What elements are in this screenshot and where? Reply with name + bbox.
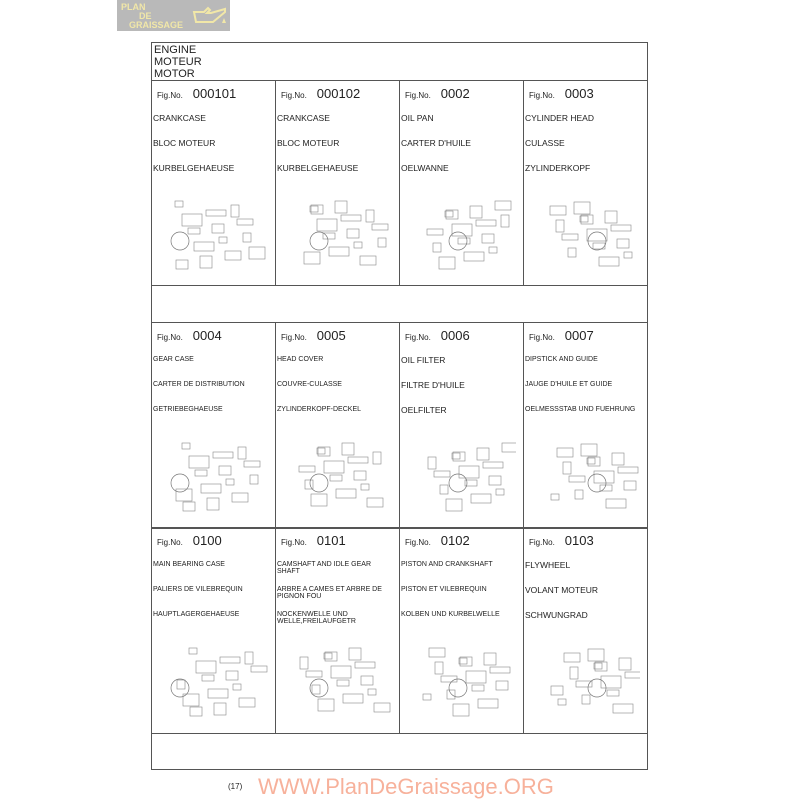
exploded-view-illustration — [408, 186, 516, 276]
part-title: CAMSHAFT AND IDLE GEAR SHAFT — [277, 561, 372, 575]
part-title: HAUPTLAGERGEHAEUSE — [153, 611, 240, 618]
figure-row — [152, 81, 647, 286]
part-title: GEAR CASE — [153, 356, 194, 363]
part-title: DIPSTICK AND GUIDE — [525, 356, 598, 363]
fig-number: Fig.No. 0103 — [529, 533, 594, 548]
page-number: (17) — [228, 782, 243, 791]
figure-cell-0002[interactable] — [400, 81, 524, 285]
part-title: FILTRE D'HUILE — [401, 380, 465, 390]
part-title: COUVRE-CULASSE — [277, 381, 342, 388]
fig-number: Fig.No. 0004 — [157, 328, 222, 343]
parts-index-sheet — [151, 42, 648, 770]
part-title: KURBELGEHAEUSE — [277, 163, 359, 173]
exploded-view-illustration — [284, 186, 392, 276]
part-title: CYLINDER HEAD — [525, 113, 594, 123]
part-title: BLOC MOTEUR — [277, 138, 340, 148]
figure-cell-0003[interactable] — [524, 81, 647, 285]
exploded-view-illustration — [284, 633, 392, 723]
fig-number: Fig.No. 0003 — [529, 86, 594, 101]
figure-cell-000102[interactable] — [276, 81, 400, 285]
part-title: HEAD COVER — [277, 356, 324, 363]
fig-number: Fig.No. 0005 — [281, 328, 346, 343]
exploded-view-illustration — [160, 186, 268, 276]
part-title: SCHWUNGRAD — [525, 610, 588, 620]
part-title: ZYLINDERKOPF — [525, 163, 591, 173]
figure-cell-0007[interactable] — [524, 323, 647, 527]
exploded-view-illustration — [532, 186, 640, 276]
part-title: OIL FILTER — [401, 355, 446, 365]
exploded-view-illustration — [532, 633, 640, 723]
part-title: PISTON ET VILEBREQUIN — [401, 586, 487, 593]
part-title: OIL PAN — [401, 113, 434, 123]
part-title: NOCKENWELLE UND WELLE,FREILAUFGETR — [277, 611, 356, 625]
part-title: KOLBEN UND KURBELWELLE — [401, 611, 500, 618]
figure-cell-0005[interactable] — [276, 323, 400, 527]
figure-row — [152, 528, 647, 734]
watermark: WWW.PlanDeGraissage.ORG — [258, 774, 554, 799]
figure-cell-0103[interactable] — [524, 528, 647, 733]
part-title: OELFILTER — [401, 405, 447, 415]
figure-cell-0102[interactable] — [400, 528, 524, 733]
section-header: ENGINE MOTEUR MOTOR — [152, 43, 647, 81]
fig-number: Fig.No. 0101 — [281, 533, 346, 548]
part-title: CARTER D'HUILE — [401, 138, 471, 148]
fig-number: Fig.No. 0007 — [529, 328, 594, 343]
spacer-row — [152, 286, 647, 323]
exploded-view-illustration — [408, 633, 516, 723]
exploded-view-illustration — [160, 633, 268, 723]
part-title: PALIERS DE VILEBREQUIN — [153, 586, 243, 593]
part-title: PISTON AND CRANKSHAFT — [401, 561, 493, 568]
fig-number: Fig.No. 0002 — [405, 86, 470, 101]
figure-cell-0004[interactable] — [152, 323, 276, 527]
fig-number: Fig.No. 0006 — [405, 328, 470, 343]
fig-number: Fig.No. 000102 — [281, 86, 361, 101]
part-title: CARTER DE DISTRIBUTION — [153, 381, 245, 388]
figure-cell-0006[interactable] — [400, 323, 524, 527]
part-title: JAUGE D'HUILE ET GUIDE — [525, 381, 613, 388]
part-title: GETRIEBEGHAEUSE — [153, 406, 223, 413]
part-title: ARBRE A CAMES ET ARBRE DE PIGNON FOU — [277, 586, 382, 600]
part-title: MAIN BEARING CASE — [153, 561, 225, 568]
figure-cell-000101[interactable] — [152, 81, 276, 285]
exploded-view-illustration — [408, 428, 516, 518]
exploded-view-illustration — [160, 428, 268, 518]
site-logo: PLAN DE GRAISSAGE — [117, 0, 230, 31]
exploded-view-illustration — [532, 428, 640, 518]
part-title: OELMESSSTAB UND FUEHRUNG — [525, 406, 636, 413]
part-title: BLOC MOTEUR — [153, 138, 216, 148]
part-title: KURBELGEHAEUSE — [153, 163, 235, 173]
part-title: OELWANNE — [401, 163, 449, 173]
part-title: ZYLINDERKOPF-DECKEL — [277, 406, 362, 413]
figure-row — [152, 323, 647, 528]
fig-number: Fig.No. 0100 — [157, 533, 222, 548]
part-title: CULASSE — [525, 138, 565, 148]
part-title: CRANKCASE — [153, 113, 206, 123]
fig-number: Fig.No. 0102 — [405, 533, 470, 548]
part-title: CRANKCASE — [277, 113, 330, 123]
exploded-view-illustration — [284, 428, 392, 518]
figure-cell-0100[interactable] — [152, 528, 276, 733]
part-title: VOLANT MOTEUR — [525, 585, 599, 595]
part-title: FLYWHEEL — [525, 560, 571, 570]
figure-cell-0101[interactable] — [276, 528, 400, 733]
fig-number: Fig.No. 000101 — [157, 86, 237, 101]
oil-can-icon — [192, 4, 228, 28]
